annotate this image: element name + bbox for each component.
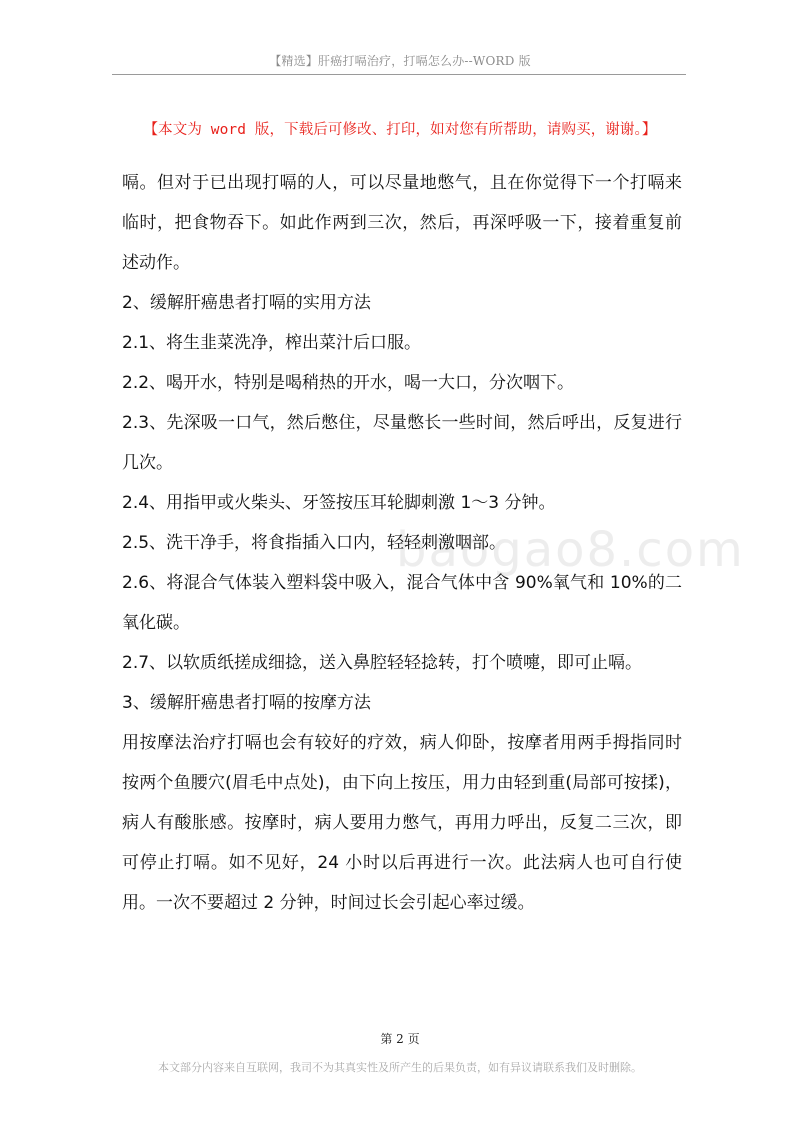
- page-header-title: 【精选】肝癌打嗝治疗，打嗝怎么办--WORD 版: [269, 54, 531, 68]
- paragraph-continuation: 嗝。但对于已出现打嗝的人，可以尽量地憋气，且在你觉得下一个打嗝来临时，把食物吞下。如此作两到三次，然后，再深呼吸一下，接着重复前述动作。: [122, 173, 682, 273]
- section-heading-2: 2、缓解肝癌患者打嗝的实用方法: [122, 293, 371, 313]
- page-number: 第 2 页: [380, 1032, 420, 1046]
- paragraph-massage-method: 用按摩法治疗打嗝也会有较好的疗效，病人仰卧，按摩者用两手拇指同时按两个鱼腰穴(眉毛中点处)，由下向上按压，用力由轻到重(局部可按揉)，病人有酸胀感。按摩时，病人要用力憋气，再用力呼出，反复二三次，即可停止打嗝。如不见好，24 小时以后再进行一次。此法病人也可自行使用。一次不要超过 2 分钟，时间过长会引起心率过缓。: [122, 733, 682, 913]
- list-item-2-2: 2.2、喝开水，特别是喝稍热的开水，喝一大口，分次咽下。: [122, 373, 575, 393]
- download-notice: 【本文为 word 版，下载后可修改、打印，如对您有所帮助，请购买，谢谢。】: [143, 122, 657, 138]
- list-item-2-7: 2.7、以软质纸搓成细捻，送入鼻腔轻轻捻转，打个喷嚏，即可止嗝。: [122, 653, 643, 673]
- watermark: baogao8.com: [396, 522, 745, 578]
- footer-disclaimer: 本文部分内容来自互联网，我司不为其真实性及所产生的后果负责，如有异议请联系我们及时删除。: [158, 1061, 642, 1074]
- list-item-2-4: 2.4、用指甲或火柴头、牙签按压耳轮脚刺激 1～3 分钟。: [122, 493, 556, 513]
- list-item-2-6: 2.6、将混合气体装入塑料袋中吸入，混合气体中含 90%氧气和 10%的二氧化碳。: [122, 573, 682, 633]
- list-item-2-5: 2.5、洗干净手，将食指插入口内，轻轻刺激咽部。: [122, 533, 507, 553]
- document-body: [122, 163, 682, 923]
- section-heading-3: 3、缓解肝癌患者打嗝的按摩方法: [122, 693, 371, 713]
- header-divider: [112, 74, 686, 75]
- list-item-2-3: 2.3、先深吸一口气，然后憋住，尽量憋长一些时间，然后呼出，反复进行几次。: [122, 413, 682, 473]
- list-item-2-1: 2.1、将生韭菜洗净，榨出菜汁后口服。: [122, 333, 422, 353]
